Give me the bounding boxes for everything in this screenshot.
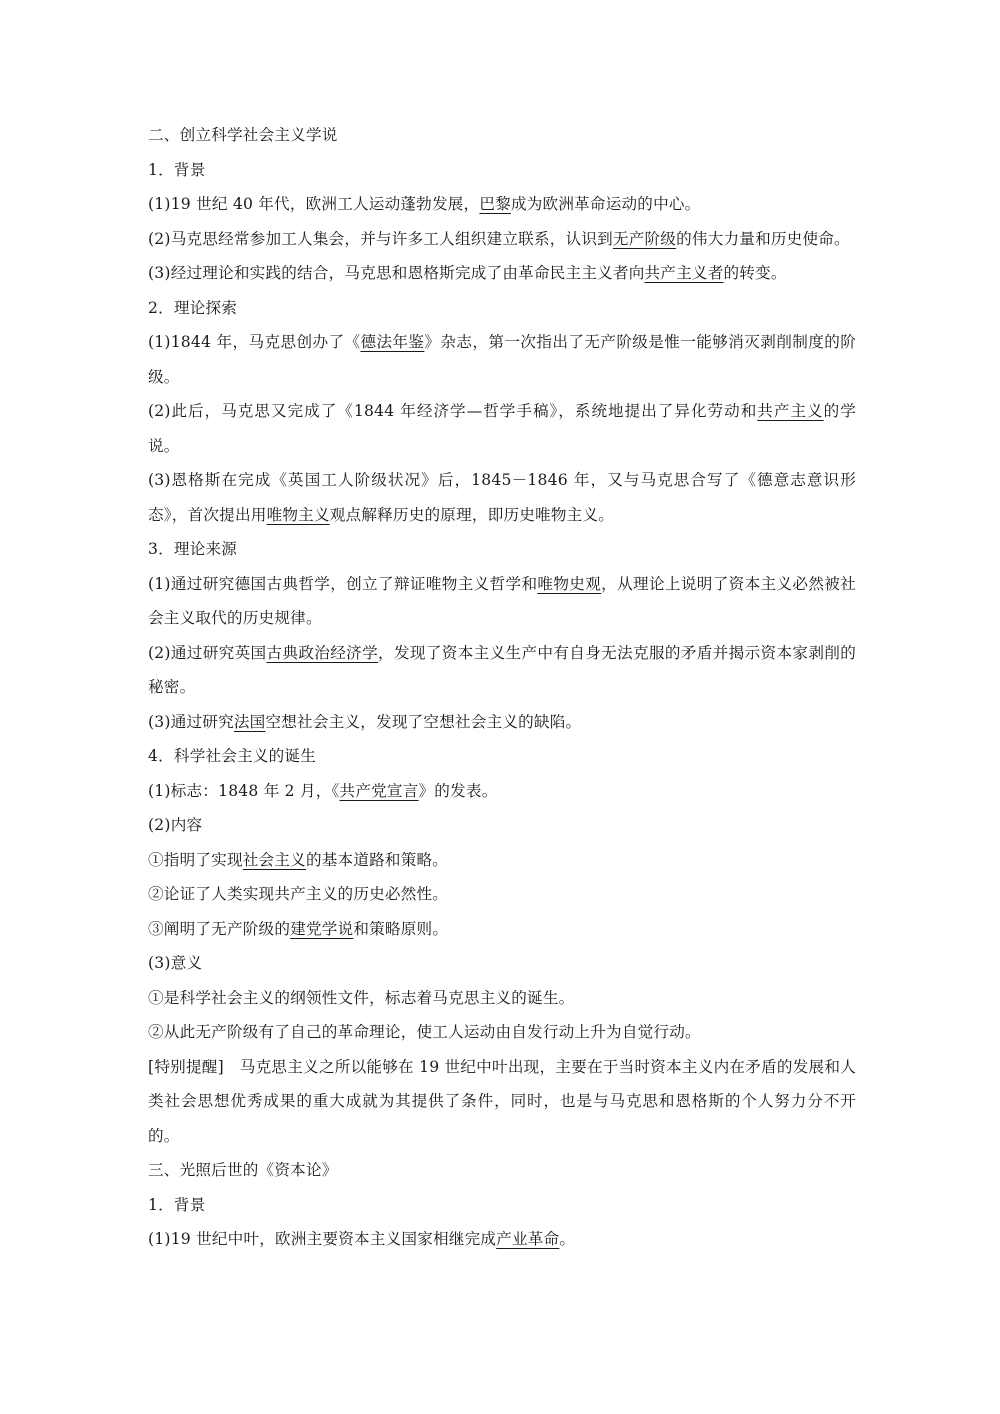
document-page: [148, 118, 856, 1257]
underlined-keyword: 巴黎: [479, 195, 511, 213]
text-segment: (3)恩格斯在完成《英国工人阶级状况》后，1845－1846 年，又与马克思合写了《德意志意识形态》，首次提出用: [148, 471, 856, 524]
underlined-keyword: 无产阶级: [612, 229, 677, 248]
underlined-keyword: 唯物史观: [537, 574, 602, 593]
text-segment: ①指明了实现: [148, 850, 243, 869]
paragraph-item: [148, 256, 856, 291]
text-segment: 二、创立科学社会主义学说: [148, 126, 338, 144]
paragraph-item: [148, 567, 856, 636]
underlined-keyword: 共产党宣言: [339, 781, 419, 800]
text-segment: 的转变。: [723, 264, 787, 282]
text-segment: (1)19 世纪 40 年代，欧洲工人运动蓬勃发展，: [148, 195, 480, 213]
paragraph-item: [148, 325, 856, 394]
text-segment: 的基本道路和策略。: [305, 850, 449, 869]
text-segment: 4．科学社会主义的诞生: [148, 747, 317, 765]
text-segment: (1)19 世纪中叶，欧洲主要资本主义国家相继完成: [148, 1230, 497, 1248]
paragraph-item: [148, 946, 856, 981]
text-segment: ②从此无产阶级有了自己的革命理论，使工人运动由自发行动上升为自觉行动。: [148, 1023, 701, 1041]
underlined-keyword: 共产主义者: [644, 264, 724, 282]
text-segment: (3)通过研究: [148, 712, 234, 731]
underlined-keyword: 社会主义: [242, 850, 306, 869]
underlined-keyword: 古典政治经济学: [266, 643, 379, 662]
underlined-keyword: 共产主义: [757, 402, 824, 420]
text-segment: 观点解释历史的原理，即历史唯物主义。: [329, 505, 615, 524]
text-segment: 成为欧洲革命运动的中心。: [510, 195, 701, 213]
text-segment: (1)通过研究德国古典哲学，创立了辩证唯物主义哲学和: [148, 574, 538, 593]
text-segment: ，发现了资本主义生产中有自身无法克服的矛盾并揭示资本家剥削的秘密。: [148, 643, 856, 696]
paragraph-heading: [148, 118, 856, 153]
text-segment: (2)内容: [148, 816, 203, 834]
text-segment: ②论证了人类实现共产主义的历史必然性。: [148, 885, 449, 903]
paragraph-heading: [148, 1153, 856, 1188]
text-segment: (1)1844 年，马克思创办了《: [148, 333, 361, 351]
text-segment: 1．背景: [148, 160, 206, 179]
paragraph-item: [148, 843, 856, 878]
paragraph-item: [148, 187, 856, 222]
text-segment: (1)标志：1848 年 2 月，《: [148, 781, 340, 800]
text-segment: 3．理论来源: [148, 540, 238, 558]
text-segment: 的伟大力量和历史使命。: [676, 229, 850, 248]
text-segment: 》的发表。: [418, 781, 498, 800]
paragraph-subheading: [148, 532, 856, 567]
text-segment: 。: [559, 1230, 576, 1248]
paragraph-subheading: [148, 291, 856, 326]
paragraph-item: [148, 981, 856, 1016]
text-segment: (3)经过理论和实践的结合，马克思和恩格斯完成了由革命民主主义者向: [148, 264, 645, 282]
text-segment: 1．背景: [148, 1195, 206, 1214]
paragraph-item: [148, 1015, 856, 1050]
paragraph-item: [148, 774, 856, 809]
paragraph-item: [148, 222, 856, 257]
text-segment: (2)通过研究英国: [148, 643, 267, 662]
paragraph-item: [148, 877, 856, 912]
underlined-keyword: 建党学说: [290, 919, 354, 938]
paragraph-item: [148, 705, 856, 740]
text-segment: [特别提醒] 马克思主义之所以能够在 19 世纪中叶出现，主要在于当时资本主义内在矛盾的发展和人类社会思想优秀成果的重大成就为其提供了条件，同时，也是与马克思和恩格斯的个人努力分不开的。: [148, 1057, 856, 1145]
paragraph-subheading: [148, 1188, 856, 1223]
text-segment: ③阐明了无产阶级的: [148, 919, 291, 938]
text-segment: (3)意义: [148, 954, 203, 972]
underlined-keyword: 产业革命: [496, 1230, 560, 1248]
text-segment: 空想社会主义，发现了空想社会主义的缺陷。: [265, 712, 582, 731]
underlined-keyword: 唯物主义: [266, 505, 330, 524]
paragraph-item: [148, 808, 856, 843]
text-segment: (2)马克思经常参加工人集会，并与许多工人组织建立联系，认识到: [148, 229, 613, 248]
text-segment: 》杂志，第一次指出了无产阶级是惟一能够消灭剥削制度的阶级。: [148, 333, 856, 386]
text-segment: 和策略原则。: [353, 919, 449, 938]
paragraph-note: [148, 1050, 856, 1154]
paragraph-item: [148, 1222, 856, 1257]
text-segment: 三、光照后世的《资本论》: [148, 1161, 338, 1179]
underlined-keyword: 德法年鉴: [360, 333, 425, 351]
paragraph-subheading: [148, 739, 856, 774]
text-segment: ，从理论上说明了资本主义必然被社会主义取代的历史规律。: [148, 574, 856, 627]
paragraph-item: [148, 394, 856, 463]
text-segment: (2)此后，马克思又完成了《1844 年经济学—哲学手稿》，系统地提出了异化劳动和: [148, 402, 758, 420]
paragraph-item: [148, 912, 856, 947]
text-segment: ①是科学社会主义的纲领性文件，标志着马克思主义的诞生。: [148, 988, 575, 1007]
text-segment: 2．理论探索: [148, 298, 238, 317]
underlined-keyword: 法国: [233, 712, 266, 731]
paragraph-item: [148, 636, 856, 705]
paragraph-subheading: [148, 153, 856, 188]
text-segment: 的学说。: [148, 402, 856, 455]
paragraph-item: [148, 463, 856, 532]
